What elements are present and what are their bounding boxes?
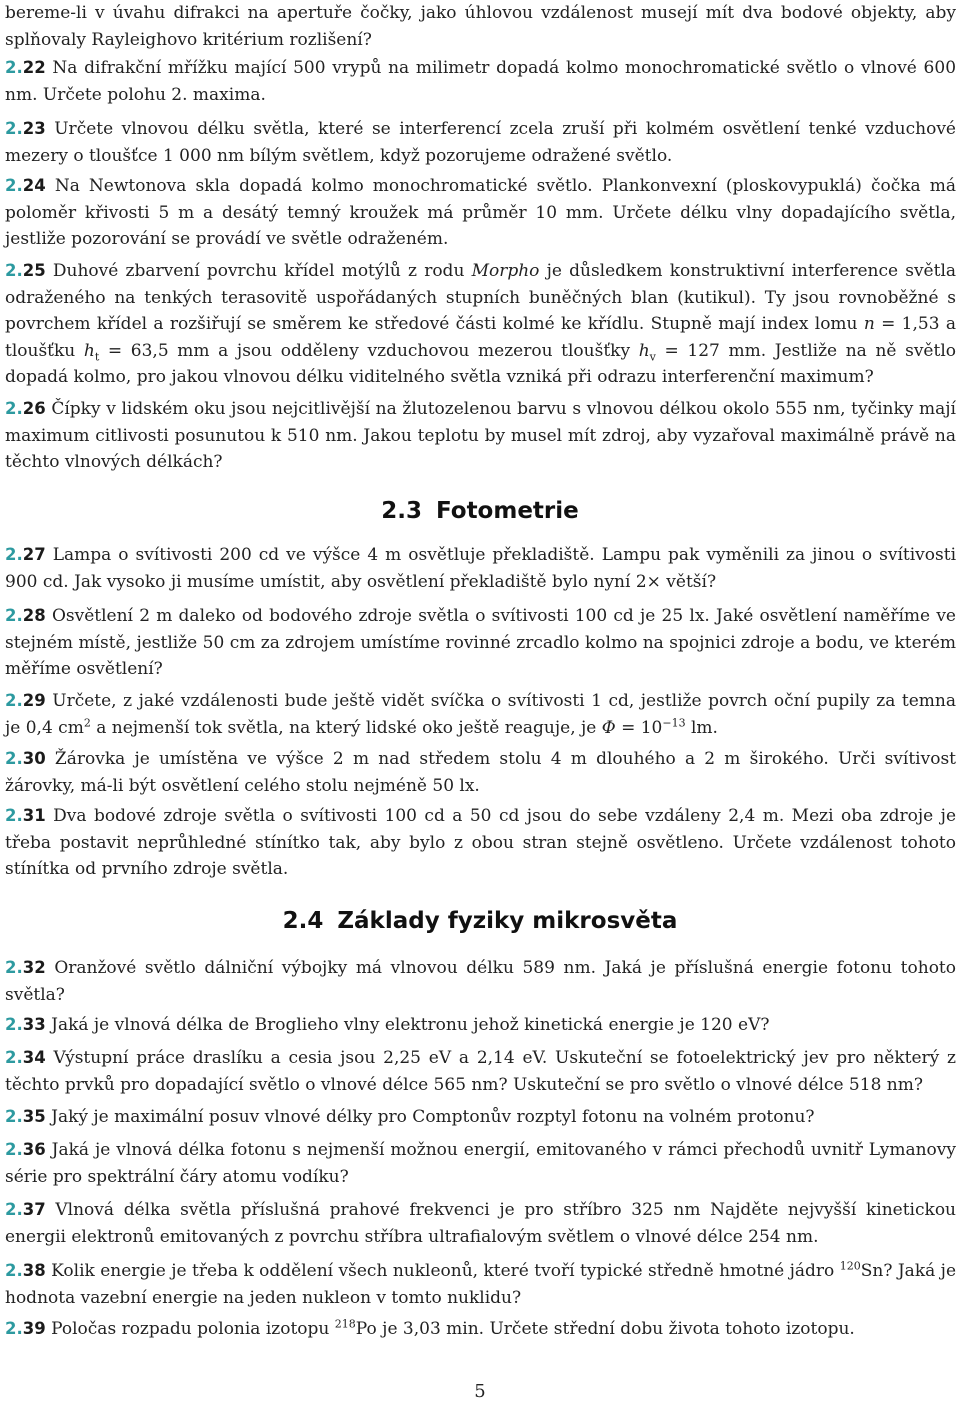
problem-text: Na difrakční mřížku mající 500 vrypů na milimetr dopadá kolmo monochromatické světlo o vlnové 600 nm. Určete polohu 2. maxima. xyxy=(5,58,957,105)
problem-number: 2.28 xyxy=(5,606,46,625)
problem-2-28 xyxy=(5,603,956,683)
problem-text: Osvětlení 2 m daleko od bodového zdroje světla o svítivosti 100 cd je 25 lx. Jaké osvětlení naměříme ve stejném místě, jestliže 50 cm za zdrojem umístíme rovinné zrcadlo kolmo na spojnici zdroje a bodu, ve kterém měříme osvětlení? xyxy=(5,606,956,679)
problem-2-29: 2.29 Určete, z jaké vzdálenosti bude ještě vidět svíčka o svítivosti 1 cd, jestliže povrch oční pupily za temna je 0,4 $cm^2$ a nejmenší tok světla, na který lidské oko ještě reaguje, je $\Phi = 10^{-13}$ lm. xyxy=(5,691,956,738)
problem-text: Lampa o svítivosti 200 cd ve výšce 4 m osvětluje překladiště. Lampu pak vyměnili za jinou o svítivosti 900 cd. Jak vysoko ji musíme umístit, aby osvětlení překladiště bylo nyní 2× větší? xyxy=(5,545,957,592)
problem-2-38: 2.38 Kolik energie je třeba k oddělení všech nukleonů, které tvoří typické středně hmotné jádro $^{120}$Sn? Jaká je hodnota vazební energie na jeden nukleon v tomto nuklidu? xyxy=(5,1259,957,1308)
problem-2-33 xyxy=(5,1012,956,1039)
problem-number: 2.23 xyxy=(5,119,46,138)
problem-2-36 xyxy=(5,1137,956,1190)
page-number: 5 xyxy=(474,1381,486,1402)
problem-text: Oranžové světlo dálniční výbojky má vlnovou délku 589 nm. Jaká je příslušná energie fotonu tohoto světla? xyxy=(5,958,956,1005)
problem-2-37 xyxy=(5,1197,956,1250)
problem-2-25: 2.25 Duhové zbarvení povrchu křídel motýlů z rodu Morpho je důsledkem konstruktivní interference světla odraženého na tenkých terasovitě uspořádaných stupních buněčných blan (kutikul). Ty jsou rovnoběžné s povrchem křídel a rozšiřují se směrem ke středové části kolmé ke křídlu. Stupně mají index lomu n = 1,53 a tloušťku $h_t = 63,5$ mm a jsou odděleny vzduchovou mezerou tloušťky $h_v = 127$ mm. Jestliže na ně světlo dopadá kolmo, pro jakou vlnovou délku viditelného světla vzniká při odrazu interferenční maximum? xyxy=(5,261,957,387)
problem-2-31 xyxy=(5,803,956,883)
problem-number: 2.37 xyxy=(5,1200,46,1219)
problem-2-32 xyxy=(5,955,956,1008)
problem-number: 2.24 xyxy=(5,176,46,195)
problem-number: 2.30 xyxy=(5,749,46,768)
problem-2-30 xyxy=(5,746,956,799)
problem-number: 2.36 xyxy=(5,1140,46,1159)
problem-number: 2.22 xyxy=(5,58,46,77)
problem-number: 2.25 xyxy=(5,261,46,280)
problem-2-39: 2.39 Poločas rozpadu polonia izotopu $^{218}$Po je 3,03 min. Určete střední dobu života tohoto izotopu. xyxy=(5,1317,855,1339)
problem-2-23 xyxy=(5,116,956,169)
problem-number: 2.32 xyxy=(5,958,46,977)
problem-text: Jaká je vlnová délka de Broglieho vlny elektronu jehož kinetická energie je 120 eV? xyxy=(51,1015,770,1035)
section-heading-fotometrie: 2.3 Fotometrie xyxy=(381,498,579,524)
problem-number: 2.38 xyxy=(5,1261,46,1280)
problem-number: 2.27 xyxy=(5,545,46,564)
problem-number: 2.33 xyxy=(5,1015,46,1034)
problem-number: 2.39 xyxy=(5,1319,46,1338)
problem-number: 2.35 xyxy=(5,1107,46,1126)
problem-number: 2.31 xyxy=(5,806,46,825)
section-heading-mikrosvet: 2.4 Základy fyziky mikrosvěta xyxy=(282,908,678,934)
problem-number: 2.29 xyxy=(5,691,46,710)
problem-2-27 xyxy=(5,542,956,595)
problem-number: 2.26 xyxy=(5,399,46,418)
problem-text: Na Newtonova skla dopadá kolmo monochromatické světlo. Plankonvexní (ploskovypuklá) čočka má poloměr křivosti 5 m a desátý temný kroužek má průměr 10 mm. Určete délku vlny dopadajícího světla, jestliže pozorování se provádí ve světle odraženém. xyxy=(5,176,957,249)
problem-text: Čípky v lidském oku jsou nejcitlivější na žlutozelenou barvu s vlnovou délkou okolo 555 nm, tyčinky mají maximum citlivosti posunutou k 510 nm. Jakou teplotu by musel mít zdroj, aby vyzařoval maximálně právě na těchto vlnových délkách? xyxy=(5,399,956,472)
problem-text: Určete vlnovou délku světla, které se interferencí zcela zruší při kolmém osvětlení tenké vzduchové mezery o tloušťce 1 000 nm bílým světlem, když pozorujeme odražené světlo. xyxy=(5,119,956,166)
problem-text: Vlnová délka světla příslušná prahové frekvenci je pro stříbro 325 nm Najděte nejvyšší kinetickou energii elektronů emitovaných z povrchu stříbra ultrafialovým světlem o vlnové délce 254 nm. xyxy=(5,1200,956,1247)
intro-paragraph: bereme-li v úvahu difrakci na apertuře čočky, jako úhlovou vzdálenost musejí mít dva bodové objekty, aby splňovaly Rayleighovo kritérium rozlišení? xyxy=(5,3,956,50)
problem-number: 2.34 xyxy=(5,1048,46,1067)
problem-text: Jaká je vlnová délka fotonu s nejmenší možnou energií, emitovaného v rámci přechodů uvnitř Lymanovy série pro spektrální čáry atomu vodíku? xyxy=(5,1140,957,1187)
problem-2-24 xyxy=(5,173,956,253)
problem-text: Žárovka je umístěna ve výšce 2 m nad středem stolu 4 m dlouhého a 2 m širokého. Urči svítivost žárovky, má-li být osvětlení celého stolu nejméně 50 lx. xyxy=(5,749,957,796)
problem-2-22 xyxy=(5,55,956,108)
problem-text: Jaký je maximální posuv vlnové délky pro Comptonův rozptyl fotonu na volném protonu? xyxy=(51,1107,815,1127)
problem-2-35 xyxy=(5,1104,956,1131)
problem-2-34 xyxy=(5,1045,956,1098)
problem-text: Dva bodové zdroje světla o svítivosti 100 cd a 50 cd jsou do sebe vzdáleny 2,4 m. Mezi oba zdroje je třeba postavit neprůhledné stínítko tak, aby bylo z obou stran stejně osvětleno. Určete vzdálenost tohoto stínítka od prvního zdroje světla. xyxy=(5,806,956,879)
problem-2-26 xyxy=(5,396,956,476)
problem-text: Výstupní práce draslíku a cesia jsou 2,25 eV a 2,14 eV. Uskuteční se fotoelektrický jev pro některý z těchto prvků pro dopadající světlo o vlnové délce 565 nm? Uskuteční se pro světlo o vlnové délce 518 nm? xyxy=(5,1048,956,1095)
